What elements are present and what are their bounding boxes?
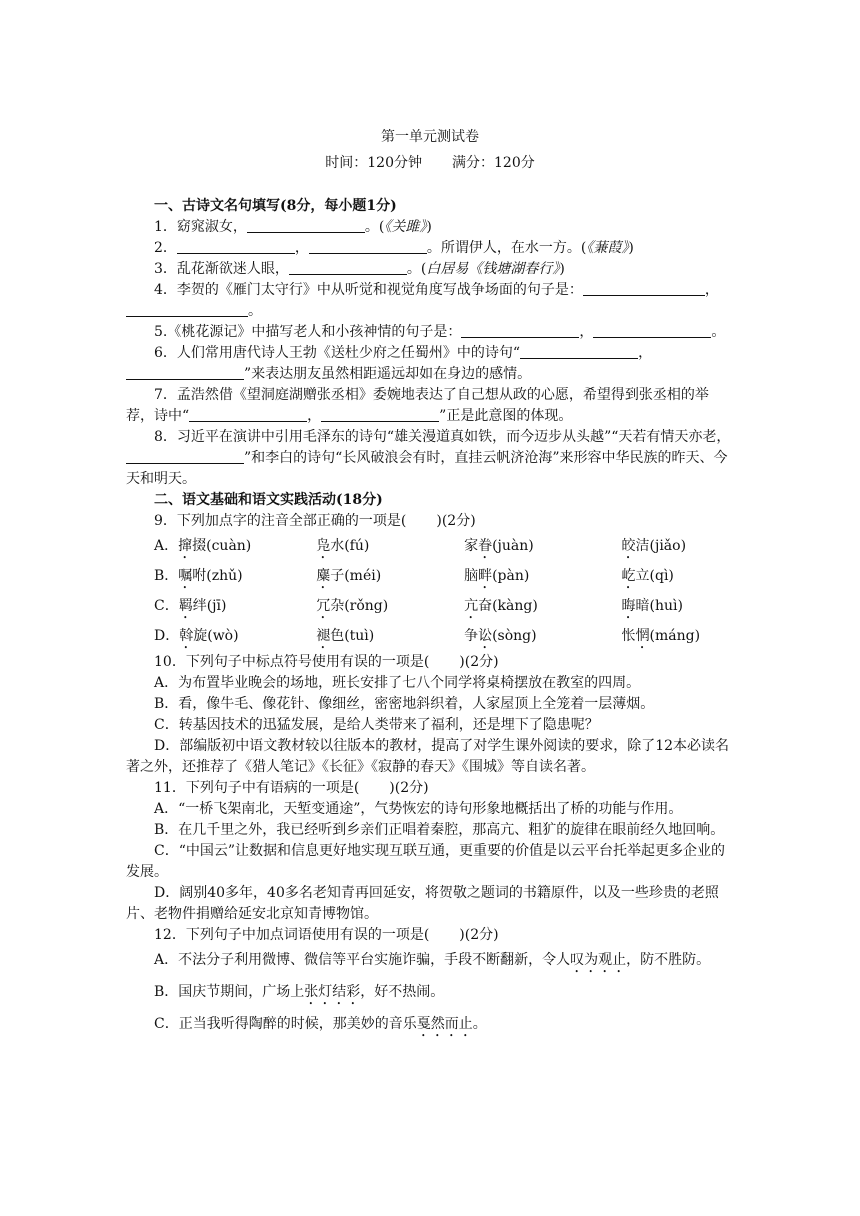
option-11-d: D．阔别40多年，40多名老知青再回延安，将贺敬之题词的书籍原件，以及一些珍贵的老照片、老物件捐赠给延安北京知青博物馆。 (126, 885, 719, 922)
question-6: 6．人们常用唐代诗人王勃《送杜少府之任蜀州》中的诗句“ ，”来表达朋友虽然相距遥远却如在身边的感情。 (126, 343, 736, 385)
dotted-char: 凫 (316, 538, 331, 554)
dotted-char: 讼 (478, 628, 493, 644)
question-12: 12．下列句子中加点词语使用有误的一项是( )(2分) (154, 927, 499, 943)
question-8: 8．习近平在演讲中引用毛泽东的诗句“雄关漫道真如铁，而今迈步从头越”“天若有情天亦老，”和李白的诗句“长风破浪会有时，直挂云帆济沧海”来形容中华民族的昨天、今天和明天。 (126, 429, 731, 487)
option-9-a (126, 536, 736, 562)
option-item: 怅惘(máng) (621, 628, 701, 644)
dotted-char: 晦 (621, 598, 636, 614)
dotted-char: 冗 (316, 598, 331, 614)
option-item: 脑畔(pàn) (464, 568, 530, 584)
option-item: A．撺掇(cuàn) (154, 538, 252, 554)
answer-blank[interactable] (309, 239, 427, 254)
option-item: 争讼(sòng) (464, 628, 537, 644)
exam-time: 时间：120分钟 (325, 155, 422, 171)
section-heading-2: 二、语文基础和语文实践活动(18分) (154, 492, 383, 508)
dotted-char: 撺 (178, 538, 193, 554)
dotted-char: 斡 (179, 628, 194, 644)
answer-blank[interactable] (593, 323, 711, 338)
option-item: 凫水(fú) (316, 538, 370, 554)
answer-blank[interactable] (126, 365, 244, 380)
dotted-char: 麋 (316, 568, 331, 584)
option-10-a: A．为布置毕业晚会的场地，班长安排了七八个同学将桌椅摆放在教室的四周。 (154, 675, 641, 691)
option-item: 家眷(juàn) (464, 538, 534, 554)
answer-blank[interactable] (189, 407, 307, 422)
question-11: 11．下列句子中有语病的一项是( )(2分) (154, 780, 429, 796)
section-heading-1: 一、古诗文名句填写(8分，每小题1分) (154, 198, 397, 214)
answer-blank[interactable] (289, 260, 407, 275)
option-12-b: B．国庆节期间，广场上张灯结彩，好不热闹。 (154, 984, 445, 1000)
option-item: 褪色(tuì) (316, 628, 375, 644)
option-item: 亢奋(kàng) (464, 598, 538, 614)
question-4: 4．李贺的《雁门太守行》中从听觉和视觉角度写战争场面的句子是： ，。 (126, 280, 736, 322)
option-item: 皎洁(jiǎo) (621, 538, 687, 554)
dotted-char: 畔 (478, 568, 493, 584)
dotted-char: 惘 (635, 628, 650, 644)
question-1: 1．窈窕淑女， 。(《关雎》) (154, 219, 432, 235)
dotted-char: 屹 (621, 568, 636, 584)
dotted-char: 羁 (178, 598, 193, 614)
question-9: 9．下列加点字的注音全部正确的一项是( )(2分) (154, 513, 476, 529)
question-9-options (126, 536, 736, 652)
exam-content (126, 196, 736, 1040)
option-10-b: B．看，像牛毛、像花针、像细丝，密密地斜织着，人家屋顶上全笼着一层薄烟。 (154, 696, 655, 712)
question-2: 2． ， 。所谓伊人，在水一方。(《蒹葭》) (154, 240, 634, 256)
answer-blank[interactable] (247, 218, 365, 233)
dotted-char: 皎 (621, 538, 636, 554)
option-item: 屹立(qì) (621, 568, 674, 584)
dotted-char: 亢 (464, 598, 479, 614)
question-3: 3．乱花渐欲迷人眼， 。(白居易《钱塘湖春行》) (154, 261, 565, 277)
option-item: C．羁绊(jī) (154, 598, 227, 614)
answer-blank[interactable] (461, 323, 579, 338)
option-12-c: C．正当我听得陶醉的时候，那美妙的音乐戛然而止。 (154, 1016, 487, 1032)
question-5: 5.《桃花源记》中描写老人和小孩神情的句子是： ， 。 (154, 324, 726, 340)
option-10-d: D．部编版初中语文教材较以往版本的教材，提高了对学生课外阅读的要求，除了12本必读名著之外，还推荐了《猎人笔记》《长征》《寂静的春天》《围城》等自读名著。 (126, 738, 730, 775)
option-9-c (126, 596, 736, 622)
option-10-c: C．转基因技术的迅猛发展，是给人类带来了福利，还是埋下了隐患呢？ (154, 717, 599, 733)
option-item: D．斡旋(wò) (154, 628, 239, 644)
dotted-char: 眷 (478, 538, 493, 554)
dotted-term: 叹为观止 (570, 952, 627, 968)
question-10: 10．下列句子中标点符号使用有误的一项是( )(2分) (154, 654, 499, 670)
option-9-d (126, 626, 736, 652)
option-item: 麋子(méi) (316, 568, 382, 584)
option-item: 晦暗(huì) (621, 598, 683, 614)
option-item: 冗杂(rǒng) (316, 598, 389, 614)
dotted-char: 褪 (316, 628, 331, 644)
answer-blank[interactable] (520, 344, 638, 359)
dotted-term: 张灯结彩 (304, 984, 361, 1000)
exam-score: 满分：120分 (452, 155, 535, 171)
option-11-c: C．“中国云”让数据和信息更好地实现互联互通，更重要的价值是以云平台托举起更多企业的发展。 (126, 843, 726, 880)
option-11-a: A．“一桥飞架南北，天堑变通途”，气势恢宏的诗句形象地概括出了桥的功能与作用。 (154, 801, 683, 817)
question-7: 7．孟浩然借《望洞庭湖赠张丞相》委婉地表达了自己想从政的心愿，希望得到张丞相的举荐，诗中“ ， ”正是此意图的体现。 (126, 387, 709, 424)
answer-blank[interactable] (126, 449, 244, 464)
option-item: B．嘱咐(zhǔ) (154, 568, 243, 584)
answer-blank[interactable] (321, 407, 439, 422)
dotted-char: 嘱 (178, 568, 193, 584)
option-9-b (126, 566, 736, 592)
option-12-a: A．不法分子利用微博、微信等平台实施诈骗，手段不断翻新，令人叹为观止，防不胜防。 (154, 952, 711, 968)
exam-info (0, 152, 860, 172)
option-11-b: B．在几千里之外，我已经听到乡亲们正唱着秦腔，那高亢、粗犷的旋律在眼前经久地回响。 (154, 822, 725, 838)
page-title: 第一单元测试卷 (381, 129, 479, 145)
answer-blank[interactable] (583, 281, 705, 296)
answer-blank[interactable] (177, 239, 295, 254)
dotted-term: 戛然而止 (416, 1016, 473, 1032)
answer-blank[interactable] (126, 302, 248, 317)
